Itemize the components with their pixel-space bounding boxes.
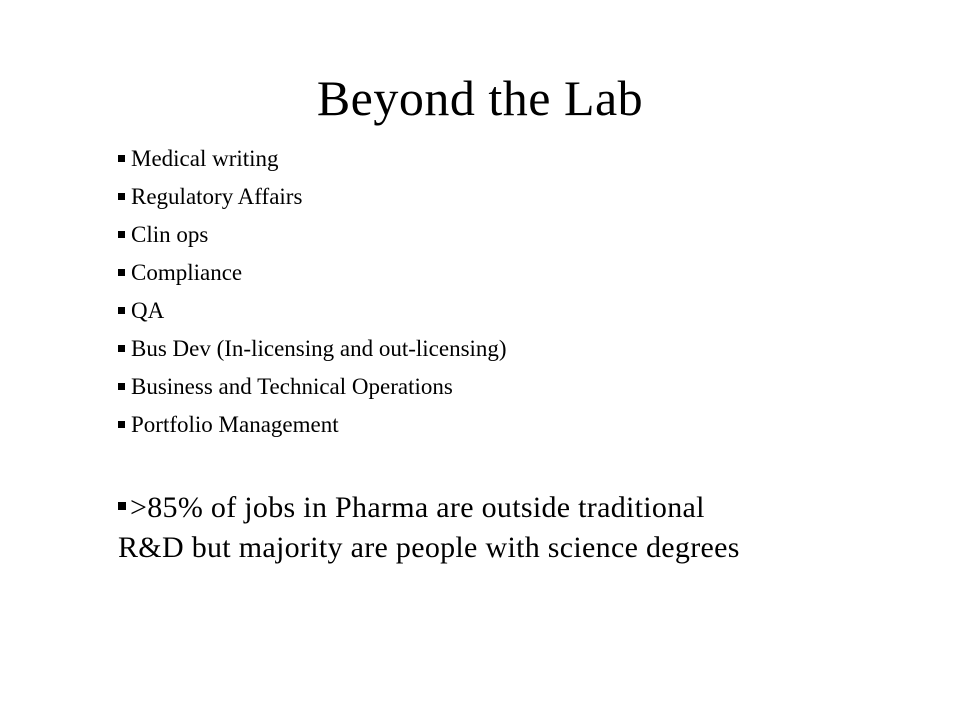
- bullet-item: [118, 220, 507, 258]
- square-bullet-icon: [118, 345, 125, 352]
- bullet-item: [118, 296, 507, 334]
- bullet-item: [118, 372, 507, 410]
- square-bullet-icon: [118, 502, 126, 510]
- square-bullet-icon: [118, 307, 125, 314]
- summary-line-1: >85% of jobs in Pharma are outside traditional: [130, 491, 705, 524]
- square-bullet-icon: [118, 231, 125, 238]
- bullet-item: [118, 410, 507, 448]
- bullet-item: [118, 182, 507, 220]
- summary-line-2: R&D but majority are people with science degrees: [118, 531, 740, 564]
- square-bullet-icon: [118, 193, 125, 200]
- bullet-text: Regulatory Affairs: [131, 184, 303, 209]
- bullet-item: [118, 144, 507, 182]
- bullet-item: [118, 334, 507, 372]
- square-bullet-icon: [118, 421, 125, 428]
- bullet-list: [118, 144, 507, 448]
- bullet-text: Bus Dev (In-licensing and out-licensing): [131, 336, 507, 361]
- bullet-text: Clin ops: [131, 222, 209, 247]
- bullet-text: Medical writing: [131, 146, 279, 171]
- bullet-text: QA: [131, 298, 165, 323]
- bullet-text: Portfolio Management: [131, 412, 339, 437]
- square-bullet-icon: [118, 155, 125, 162]
- slide-title: Beyond the Lab: [316, 70, 644, 126]
- summary-statement: [118, 488, 898, 568]
- bullet-text: Business and Technical Operations: [131, 374, 453, 399]
- square-bullet-icon: [118, 383, 125, 390]
- bullet-text: Compliance: [131, 260, 243, 285]
- square-bullet-icon: [118, 269, 125, 276]
- bullet-item: [118, 258, 507, 296]
